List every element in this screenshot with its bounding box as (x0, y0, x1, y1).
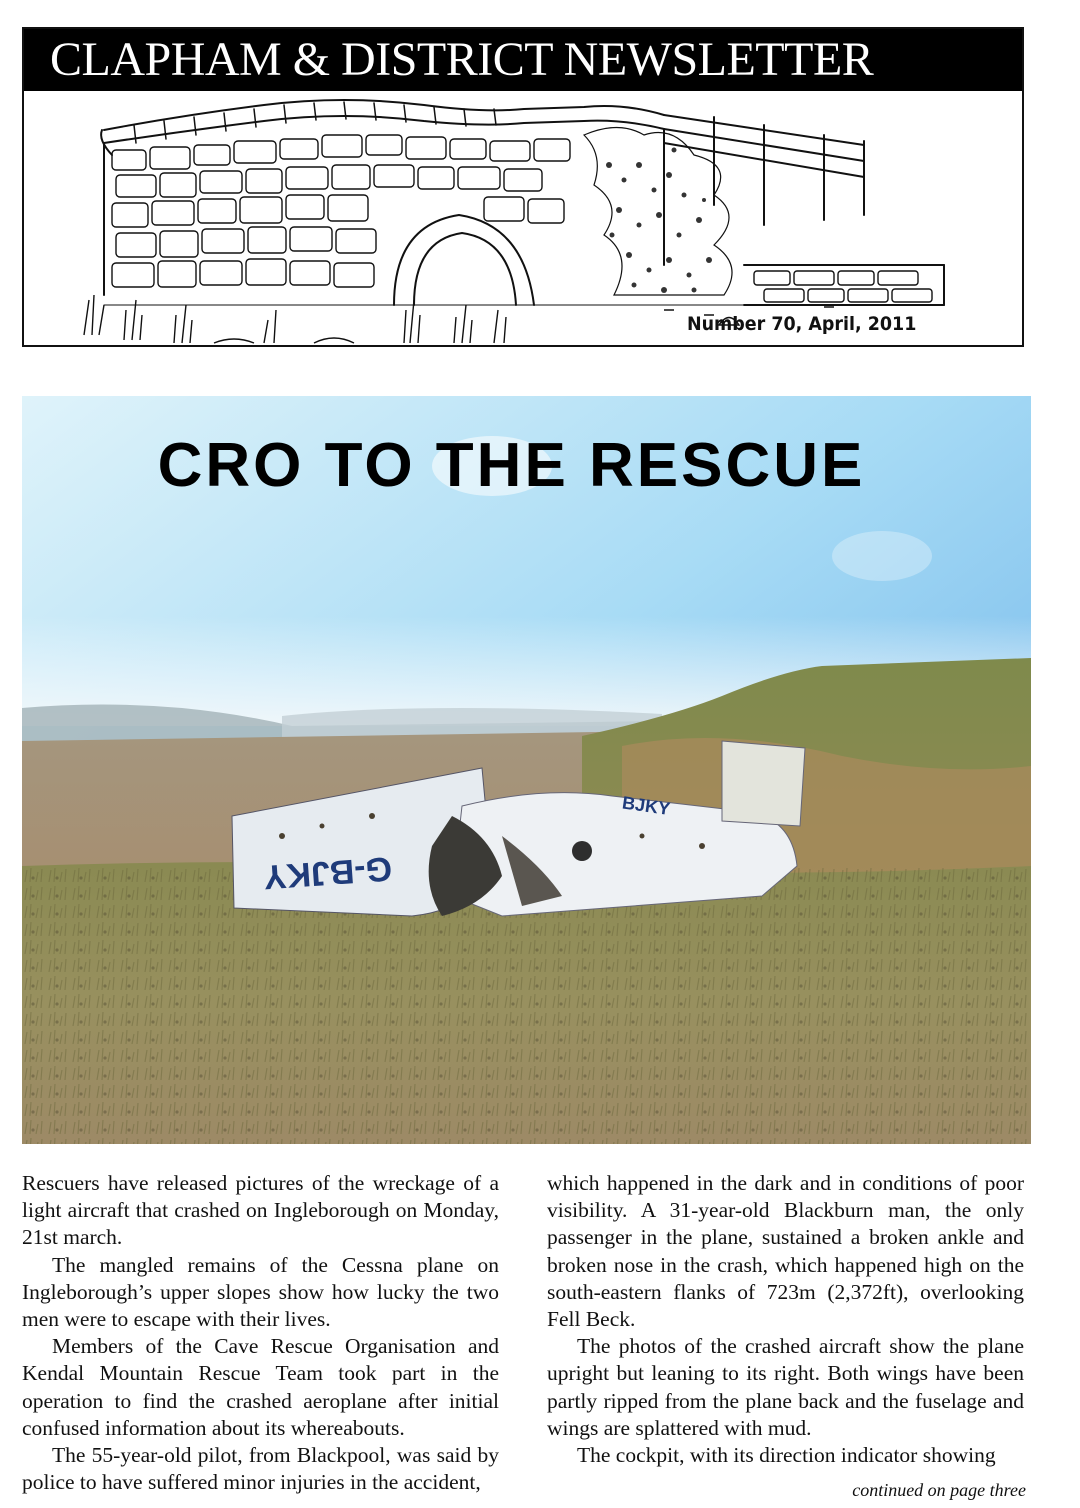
paragraph: Members of the Cave Rescue Organisation and Kendal Mountain Rescue Team took part in the operation to find the crashed aeroplane after initial confused information about its whereabouts. (22, 1334, 499, 1440)
svg-text:G-BJKY: G-BJKY (262, 849, 394, 897)
paragraph: The cockpit, with its direction indicator showing (577, 1443, 996, 1468)
crash-scene-image (22, 396, 1031, 1144)
paragraph: which happened in the dark and in conditions of poor visibility. A 31-year-old Blackburn man, the only passenger in the plane, sustained a broken ankle and broken nose in the crash, which happened high on the south-eastern flanks of 723m (2,372ft), overlooking Fell Beck. (547, 1171, 1024, 1332)
newsletter-title: CLAPHAM & DISTRICT NEWSLETTER (24, 29, 1022, 91)
paragraph: Rescuers have released pictures of the wreckage of a light aircraft that crashed on Ingleborough on Monday, 21st march. (22, 1171, 499, 1250)
svg-text:BJKY: BJKY (620, 792, 672, 820)
paragraph: The 55-year-old pilot, from Blackpool, was said by police to have suffered minor injuries in the accident, (22, 1443, 499, 1495)
article-headline: CRO TO THE RESCUE (157, 431, 866, 500)
article-column-left (22, 1170, 499, 1496)
feature-photo (22, 396, 1031, 1144)
paragraph: The mangled remains of the Cessna plane on Ingleborough’s upper slopes show how lucky the two men were to escape with their lives. (22, 1252, 499, 1332)
article-column-right (547, 1170, 1024, 1469)
masthead (22, 27, 1024, 347)
continued-note: continued on page three (852, 1480, 1026, 1500)
issue-number-date: Number 70, April, 2011 (686, 313, 916, 335)
paragraph: The photos of the crashed aircraft show the plane upright but leaning to its right. Both wings have been partly ripped from the plane back and the fuselage and wings are splattered with mud. (547, 1334, 1024, 1440)
stone-bridge-illustration (64, 95, 974, 345)
